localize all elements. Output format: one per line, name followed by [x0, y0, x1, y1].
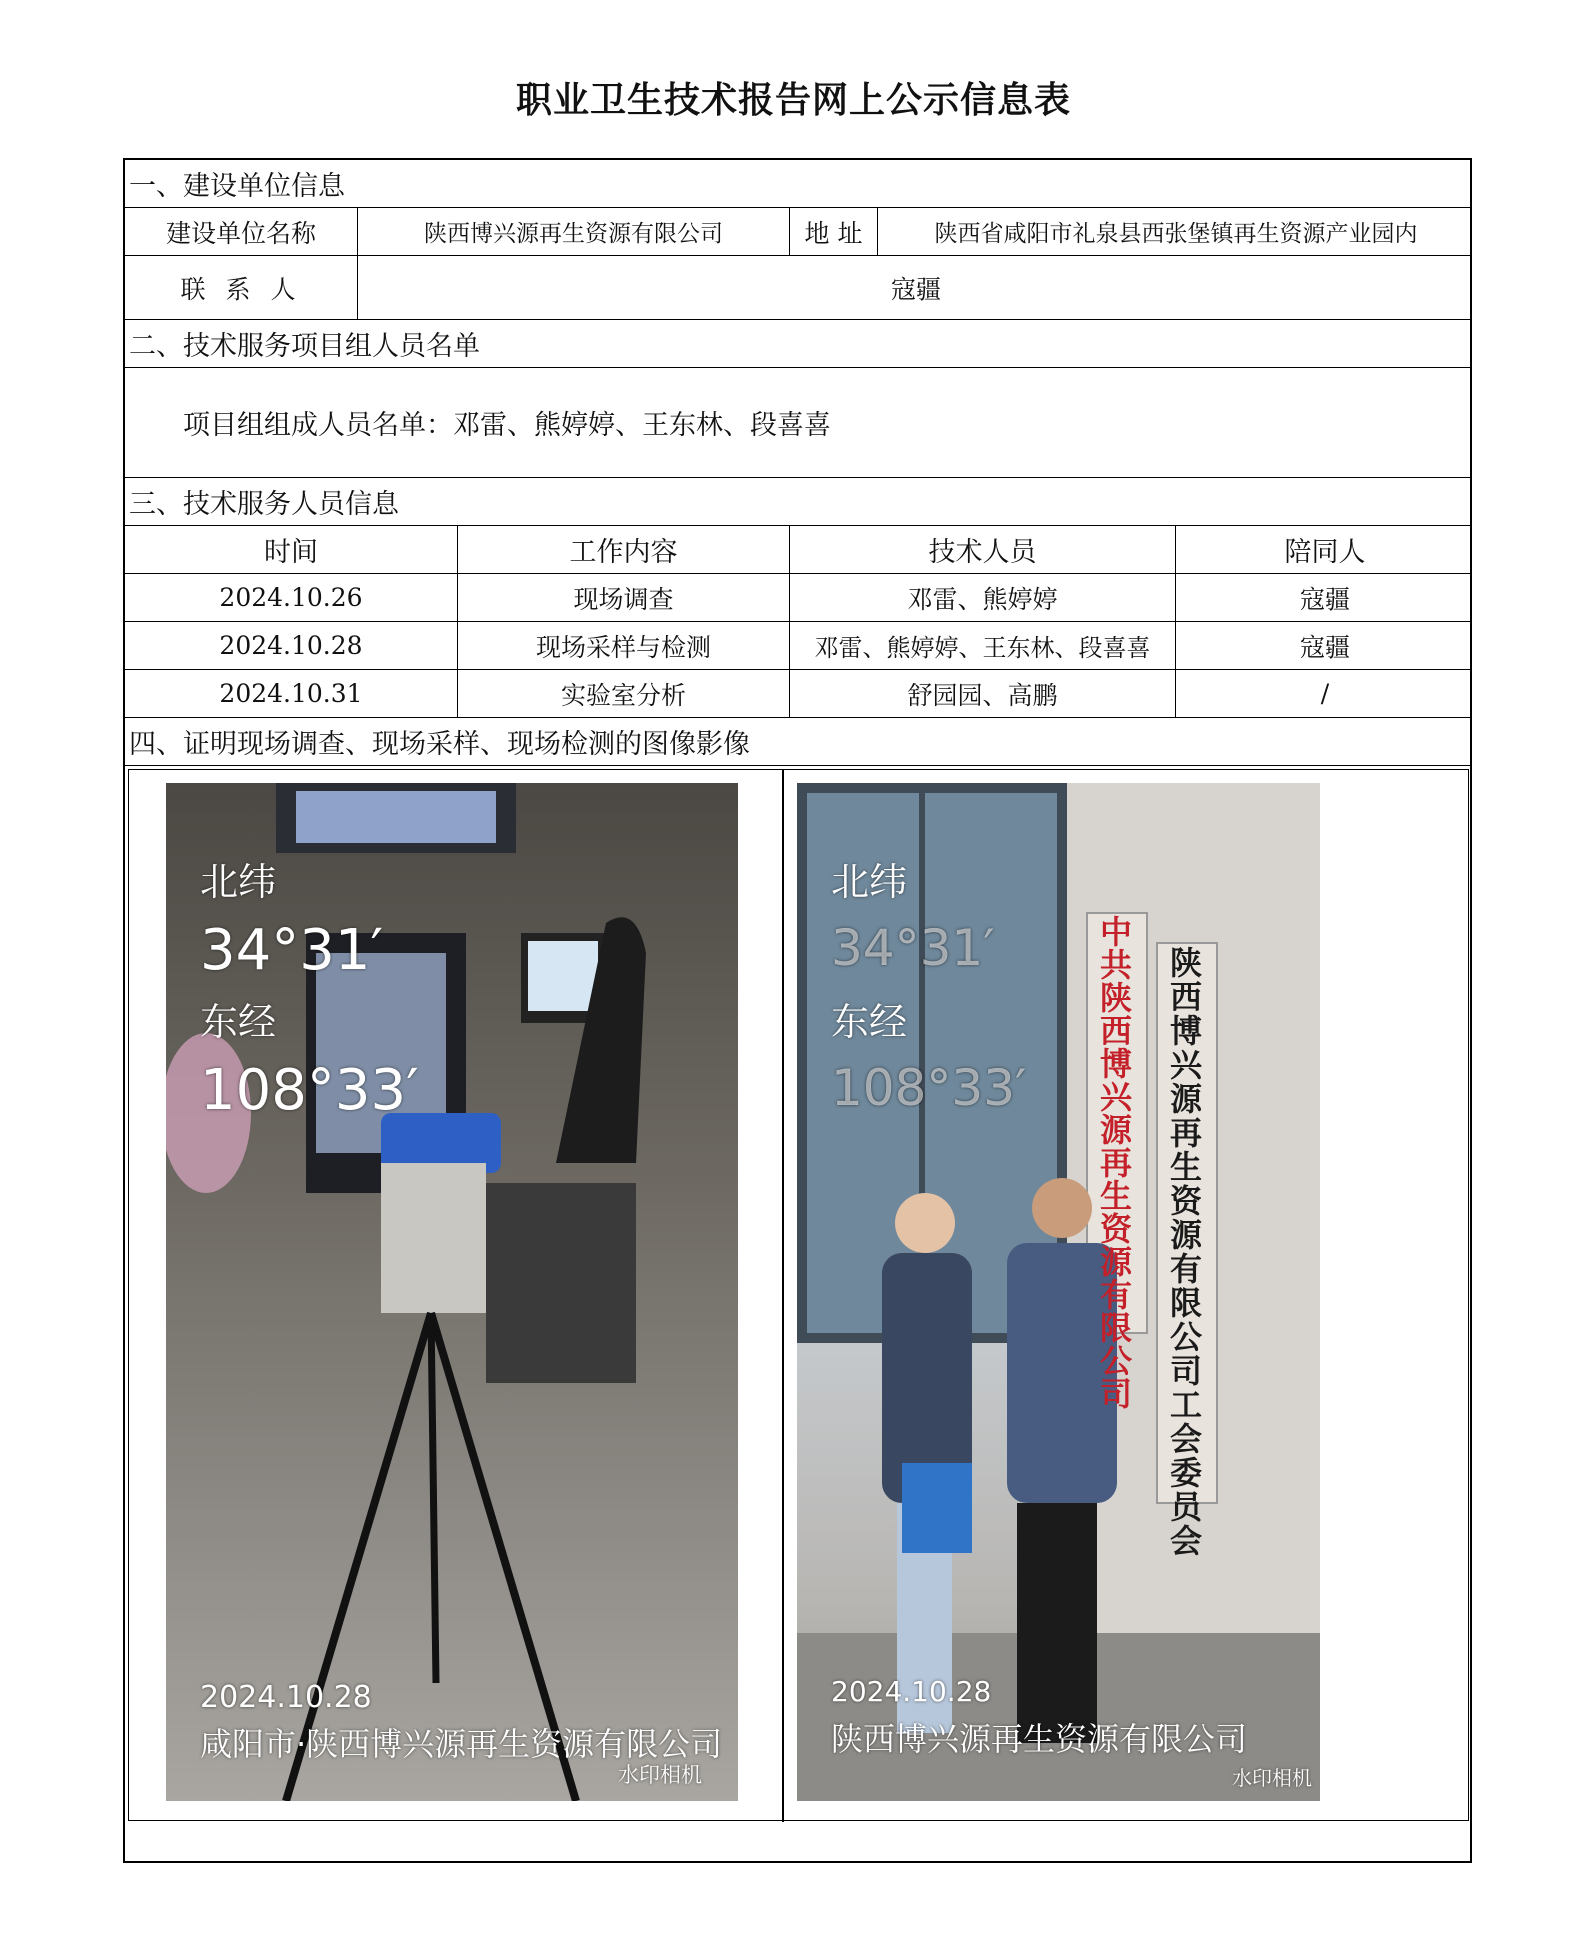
- union-sign-text: 陕西博兴源再生资源有限公司工会委员会: [1169, 944, 1202, 1560]
- photo1-lon-label: 东经: [200, 1000, 277, 1044]
- row1-companion: 寇疆: [1299, 584, 1350, 614]
- photo2-app: 水印相机: [1232, 1766, 1312, 1790]
- photo1-lat-label: 北纬: [200, 860, 277, 904]
- table-row: [125, 670, 1470, 718]
- row2-staff: 邓雷、熊婷婷、王东林、段喜喜: [790, 622, 1176, 669]
- photo2-date: 2024.10.28: [831, 1675, 992, 1708]
- company-row: [125, 208, 1470, 256]
- col-time: 时间: [125, 526, 458, 573]
- table-row: [125, 622, 1470, 670]
- company-name-label: 建设单位名称: [125, 208, 358, 255]
- photo2-lat: 34°31′: [831, 919, 995, 977]
- members-text: 项目组组成人员名单：邓雷、熊婷婷、王东林、段喜喜: [183, 410, 831, 441]
- photo2-lon: 108°33′: [831, 1059, 1027, 1117]
- photo2-lon-label: 东经: [831, 1000, 908, 1044]
- members-row: [125, 368, 1470, 478]
- staff-header-row: [125, 526, 1470, 574]
- contact-label: 联 系 人: [125, 256, 358, 319]
- address-value: 陕西省咸阳市礼泉县西张堡镇再生资源产业园内: [934, 221, 1418, 247]
- row3-work: 实验室分析: [458, 670, 790, 717]
- row1-time: 2024.10.26: [125, 574, 458, 621]
- photo1-date: 2024.10.28: [200, 1680, 372, 1715]
- col-work: 工作内容: [458, 526, 790, 573]
- contact-row: [125, 256, 1470, 320]
- page-title: 职业卫生技术报告网上公示信息表: [515, 79, 1071, 121]
- company-name-value: 陕西博兴源再生资源有限公司: [358, 208, 790, 255]
- photo1-app: 水印相机: [618, 1763, 702, 1787]
- photo-site-visit: [797, 783, 1320, 1801]
- row3-companion: /: [1320, 679, 1330, 708]
- photo1-lat: 34°31′: [200, 918, 384, 983]
- row1-work: 现场调查: [458, 574, 790, 621]
- photo1-place: 咸阳市·陕西博兴源再生资源有限公司: [200, 1725, 723, 1763]
- photo-divider: [782, 770, 784, 1822]
- info-table: [123, 158, 1472, 1863]
- col-companion: 陪同人: [1284, 537, 1366, 568]
- row3-time: 2024.10.31: [125, 670, 458, 717]
- row2-companion: 寇疆: [1299, 632, 1350, 662]
- row1-staff: 邓雷、熊婷婷: [790, 574, 1176, 621]
- row2-time: 2024.10.28: [125, 622, 458, 669]
- section4-heading: 四、证明现场调查、现场采样、现场检测的图像影像: [125, 718, 1470, 766]
- section1-heading: 一、建设单位信息: [125, 160, 1470, 208]
- table-row: [125, 574, 1470, 622]
- photo2-lat-label: 北纬: [831, 860, 908, 904]
- section3-heading: 三、技术服务人员信息: [125, 478, 1470, 526]
- section2-heading: 二、技术服务项目组人员名单: [125, 320, 1470, 368]
- address-label: 地 址: [790, 208, 878, 255]
- photo1-lon: 108°33′: [200, 1058, 419, 1123]
- party-sign-text: 中共陕西博兴源再生资源有限公司: [1099, 913, 1132, 1413]
- col-staff: 技术人员: [790, 526, 1176, 573]
- row3-staff: 舒园园、高鹏: [790, 670, 1176, 717]
- photo-onsite-sampling: [166, 783, 738, 1801]
- photo2-place: 陕西博兴源再生资源有限公司: [831, 1720, 1248, 1758]
- row2-work: 现场采样与检测: [458, 622, 790, 669]
- contact-value: 寇疆: [890, 274, 941, 304]
